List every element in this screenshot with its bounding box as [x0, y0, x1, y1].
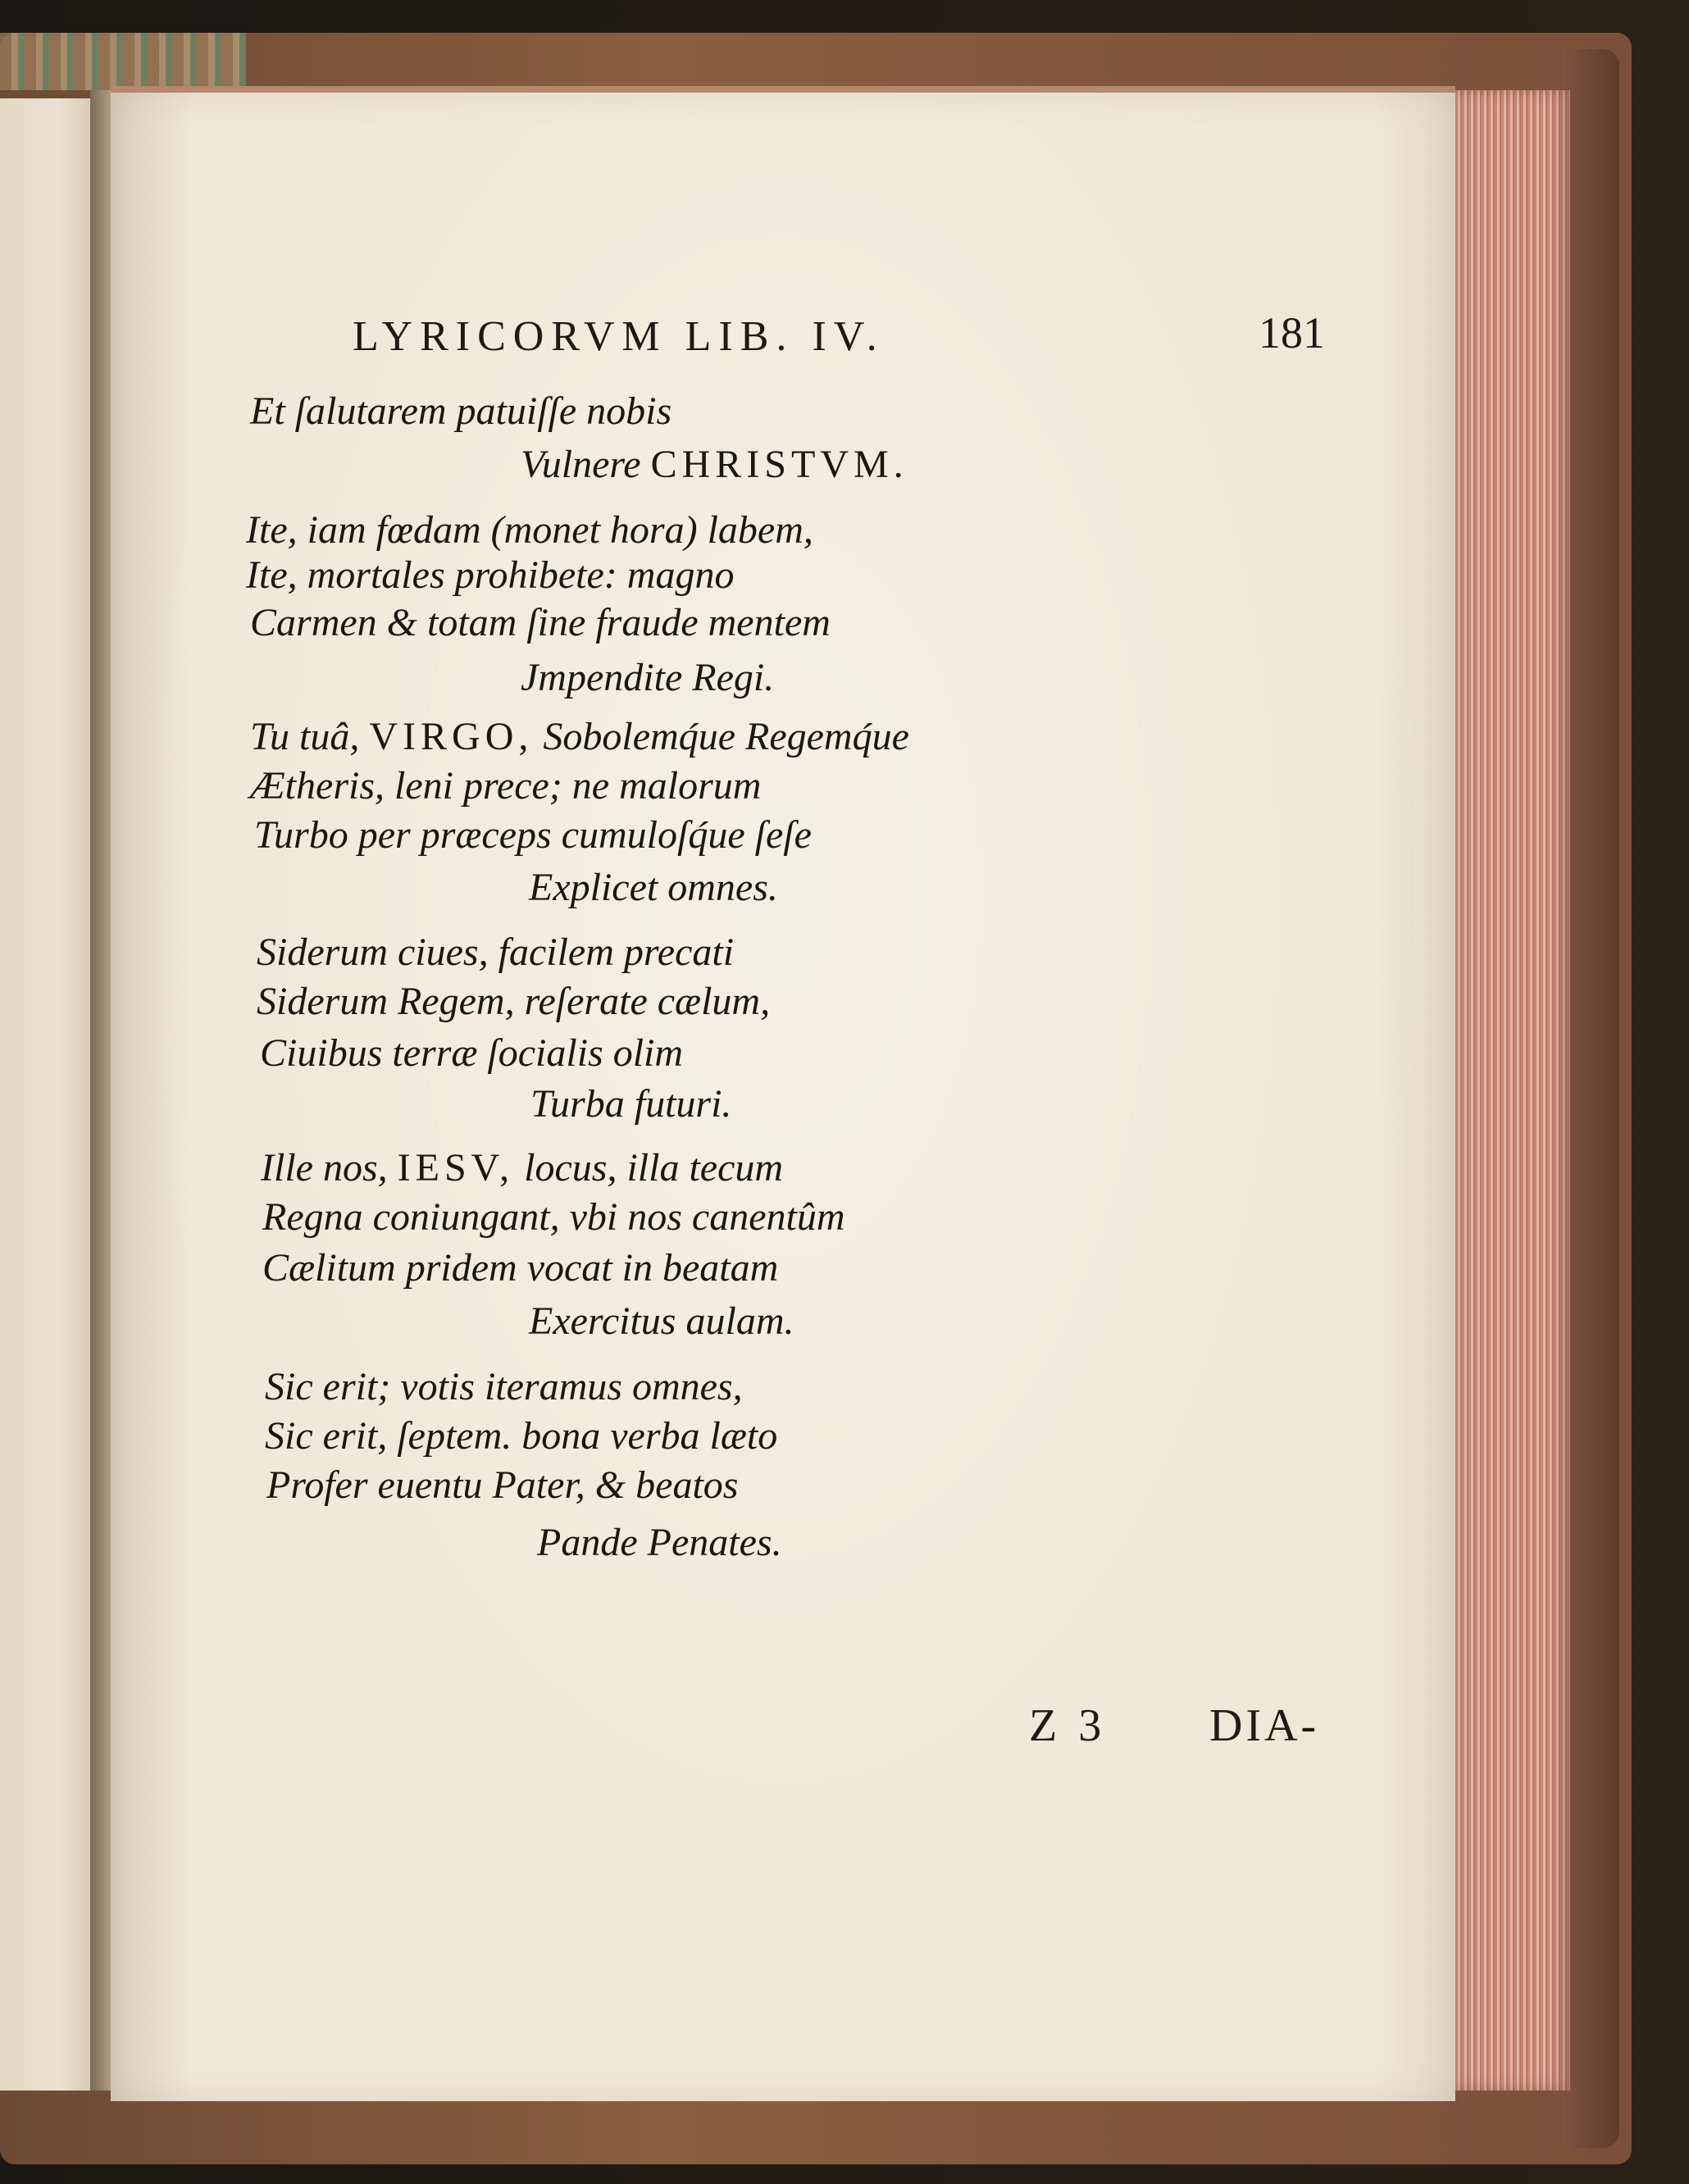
verse-line: Tu tuâ, VIRGO, Sobolemq́ue Regemq́ue — [250, 715, 909, 758]
page-number: 181 — [1259, 308, 1325, 357]
signature-mark: Z 3 — [1029, 1700, 1107, 1751]
verse-line: Ille nos, IESV, locus, illa tecum — [261, 1146, 784, 1190]
verse-line: Sic erit; votis iteramus omnes, — [265, 1365, 743, 1408]
verse-line: Sic erit, ſeptem. bona verba læto — [265, 1414, 778, 1458]
right-page — [111, 86, 1455, 2101]
verse-line: Ætheris, leni prece; ne malorum — [250, 764, 762, 808]
verse-line: Carmen & totam ſine fraude mentem — [250, 601, 831, 644]
verse-line: Jmpendite Regi. — [521, 656, 775, 699]
page-block-edges — [1455, 90, 1570, 2091]
verse-line: Vulnere CHRISTVM. — [521, 443, 908, 486]
verse-line: Pande Penates. — [537, 1521, 782, 1564]
verse-line: Siderum Regem, reſerate cælum, — [257, 980, 771, 1023]
catchword: DIA- — [1209, 1700, 1320, 1751]
verse-line: Siderum ciues, facilem precati — [257, 930, 735, 974]
cover-edge-right — [1562, 49, 1619, 2148]
verse-line: Turba futuri. — [530, 1082, 732, 1126]
verse-line: Ciuibus terræ ſocialis olim — [260, 1031, 684, 1075]
verse-line: Ite, iam fœdam (monet hora) labem, — [246, 508, 813, 552]
page-text — [111, 93, 1455, 2101]
verse-line: Exercitus aulam. — [529, 1299, 794, 1343]
verse-line: Ite, mortales prohibete: magno — [246, 553, 735, 597]
left-page-edge — [0, 98, 101, 2091]
verse-line: Explicet omnes. — [529, 866, 778, 909]
verse-line: Cælitum pridem vocat in beatam — [262, 1246, 779, 1290]
verse-line: Et ſalutarem patuiſſe nobis — [250, 389, 672, 433]
verse-line: Regna coniungant, vbi nos canentûm — [262, 1195, 845, 1239]
headband — [0, 33, 246, 90]
verse-line: Turbo per præceps cumuloſq́ue ſeſe — [254, 813, 812, 857]
running-head: LYRICORVM LIB. IV. — [353, 313, 885, 360]
verse-line: Profer euentu Pater, & beatos — [266, 1463, 739, 1507]
